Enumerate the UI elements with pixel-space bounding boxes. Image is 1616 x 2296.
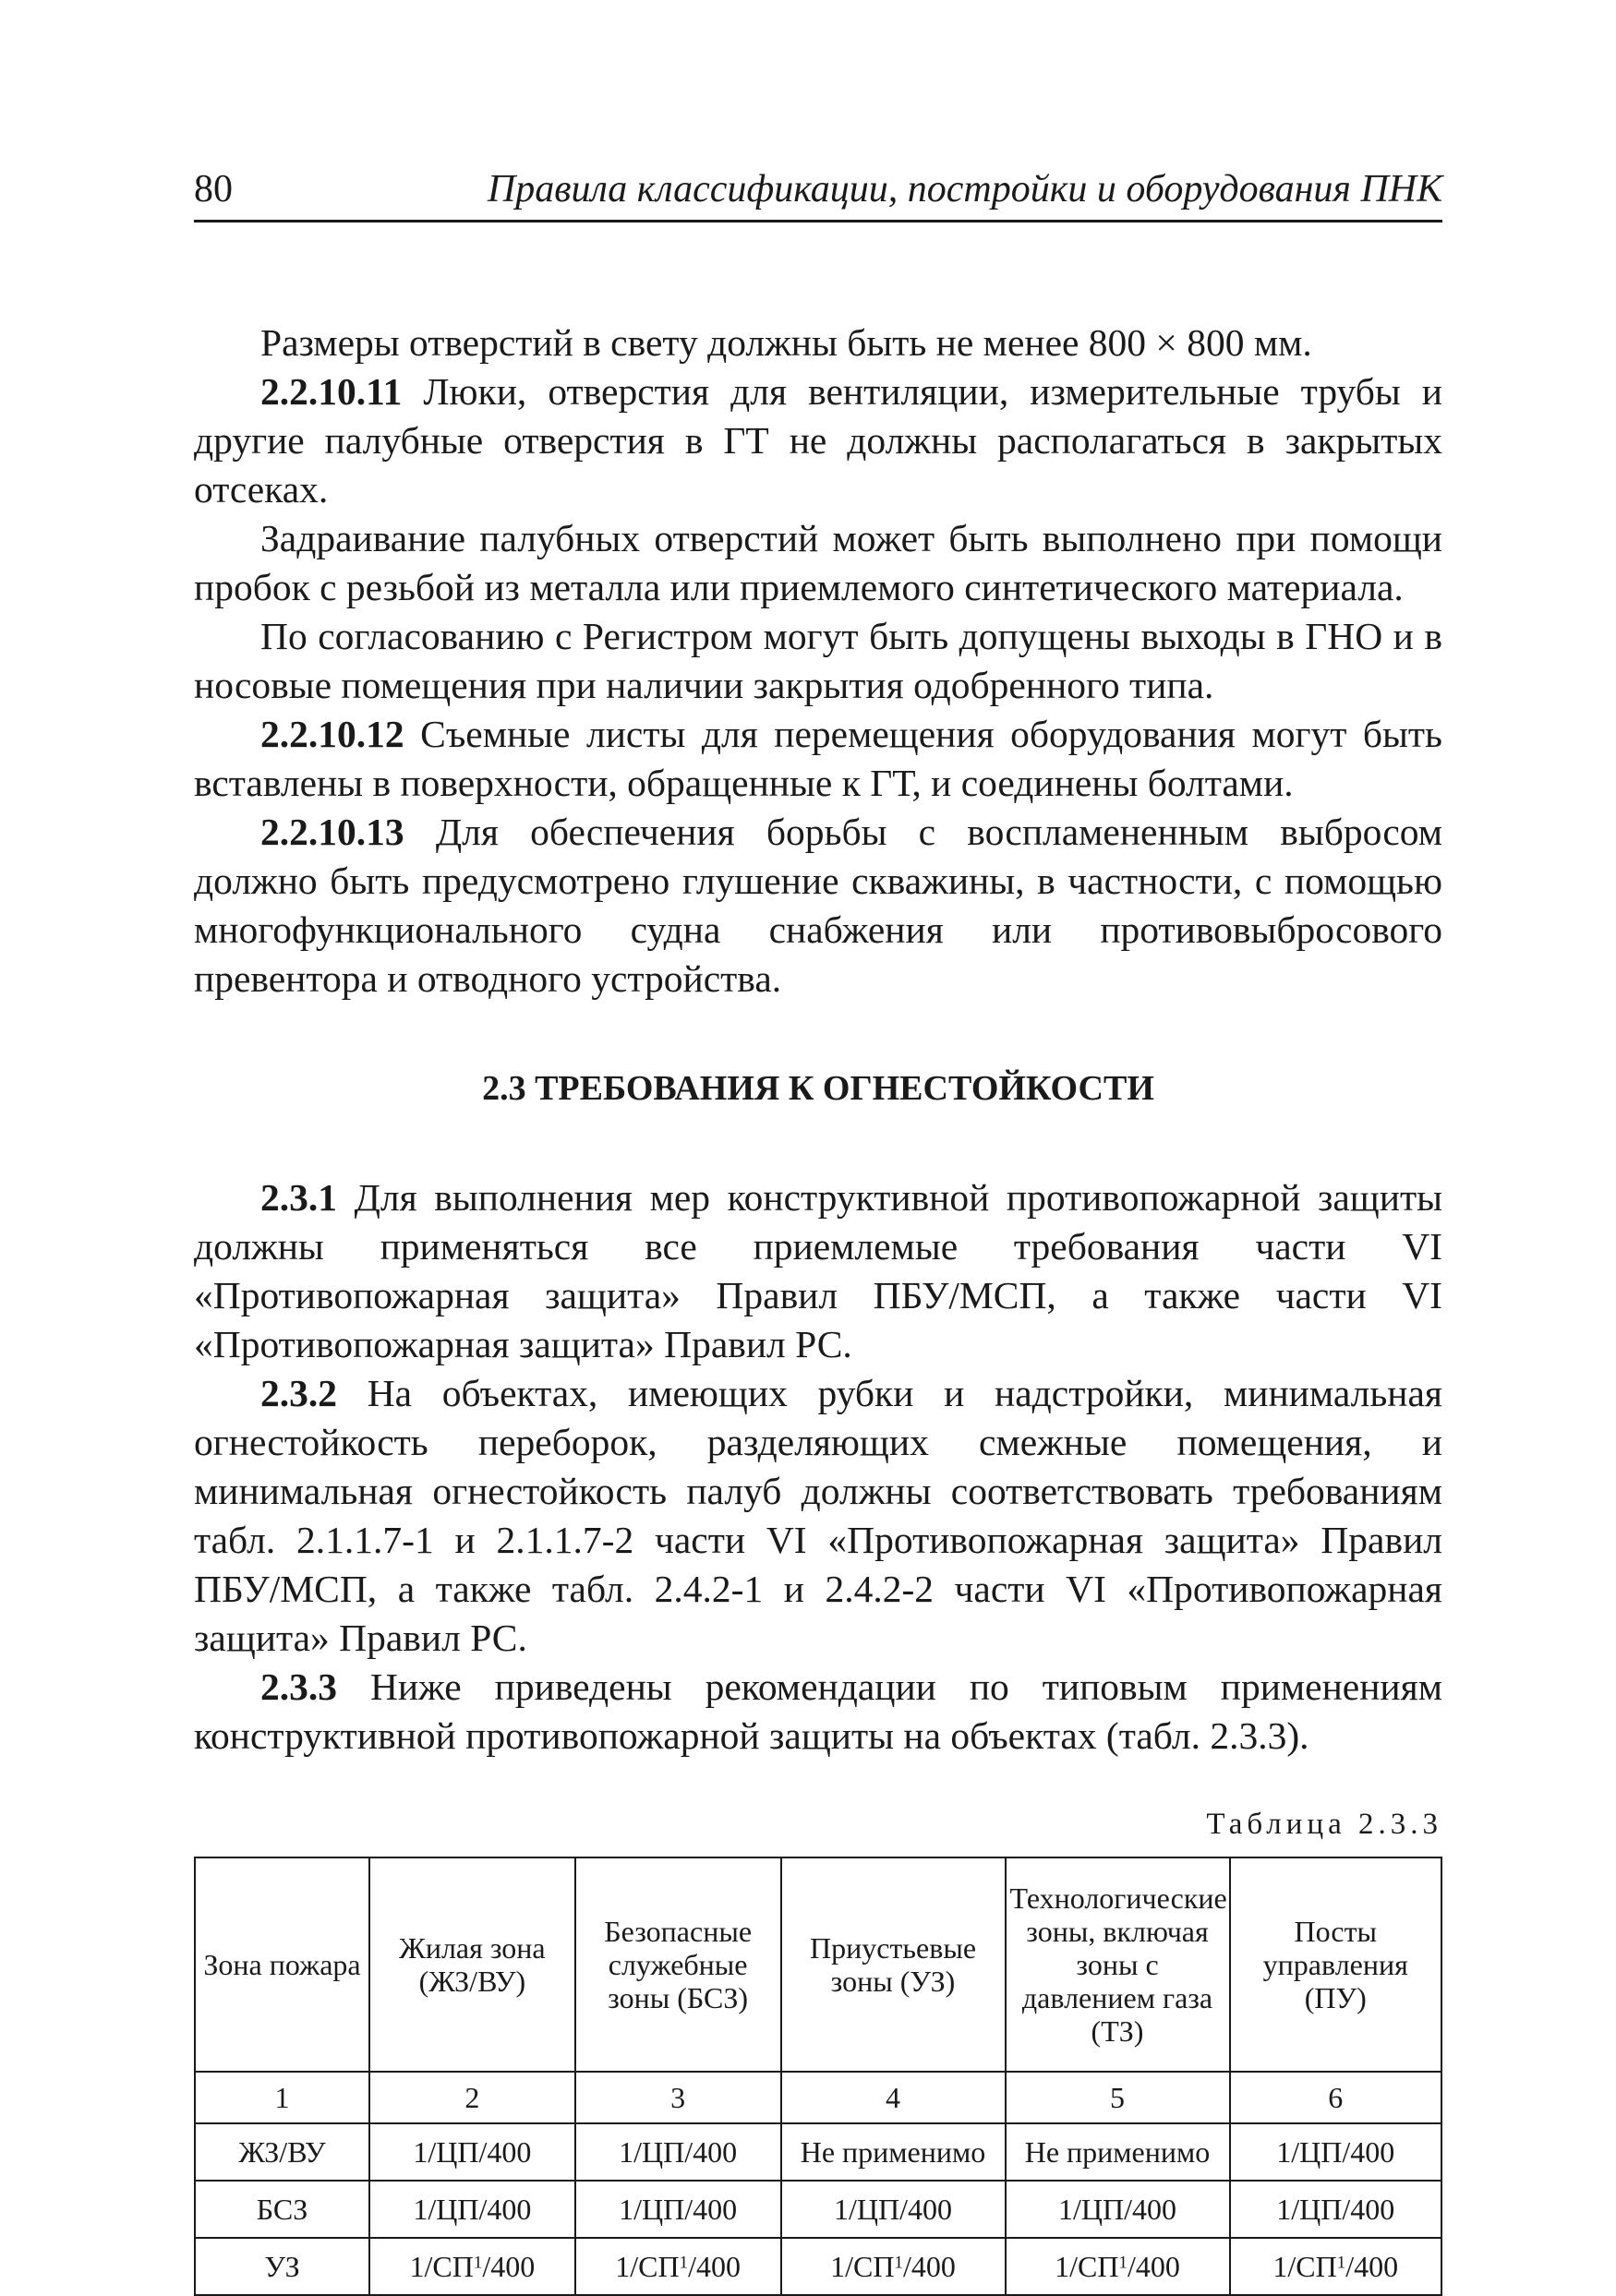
column-number: 4 xyxy=(781,2072,1006,2123)
table-cell: Не применимо xyxy=(1006,2123,1230,2181)
column-number-row xyxy=(195,2072,1441,2123)
footnote-mark: 1 xyxy=(894,2253,904,2273)
running-header xyxy=(194,166,1442,222)
table-header-cell: Посты управления (ПУ) xyxy=(1230,1857,1442,2072)
table-cell: $1/СП^1/400$ xyxy=(781,2238,1006,2295)
footnote-mark: 1 xyxy=(1336,2253,1346,2273)
running-title: Правила классификации, постройки и оборудования ПНК xyxy=(487,168,1442,210)
table-header-cell: Приустьевые зоны (УЗ) xyxy=(781,1857,1006,2072)
column-number: 1 xyxy=(195,2072,369,2123)
page-number: 80 xyxy=(194,168,233,210)
footnote-mark: 1 xyxy=(679,2253,689,2273)
column-number: 5 xyxy=(1006,2072,1230,2123)
fire-resistance-table xyxy=(194,1857,1442,2296)
table-header-cell: Технологические зоны, включая зоны с давлением газа (ТЗ) xyxy=(1006,1857,1230,2072)
paragraph: 2.2.10.12 Съемные листы для перемещения оборудования могут быть вставлены в поверхности, обращенные к ГТ, и соединены болтами. xyxy=(194,713,1442,804)
paragraph: 2.2.10.13 Для обеспечения борьбы с воспламененным выбросом должно быть предусмотрено глушение скважины, в частности, с помощью многофункционального судна снабжения или противовыбросового превентора и отводного устройства. xyxy=(194,811,1442,1000)
table-row xyxy=(195,2181,1441,2238)
footnote-mark: 1 xyxy=(1118,2253,1128,2273)
table-header-row xyxy=(195,1857,1441,2072)
table-cell: 1/ЦП/400 xyxy=(1230,2123,1442,2181)
document-page xyxy=(194,166,1442,2296)
body-text xyxy=(194,319,1442,1761)
table-header-cell: Безопасные служебные зоны (БСЗ) xyxy=(575,1857,781,2072)
table-cell: 1/ЦП/400 xyxy=(575,2123,781,2181)
paragraph: 2.3.3 Ниже приведены рекомендации по типовым применениям конструктивной противопожарной защиты на объектах (табл. 2.3.3). xyxy=(194,1665,1442,1757)
paragraph: Размеры отверстий в свету должны быть не менее 800 × 800 мм. xyxy=(260,321,1312,364)
table-cell: $1/СП^1/400$ xyxy=(1230,2238,1442,2295)
paragraph: 2.2.10.11 Люки, отверстия для вентиляции, измерительные трубы и другие палубные отверстия в ГТ не должны располагаться в закрытых отсеках. xyxy=(194,370,1442,511)
paragraph: 2.3.2 На объектах, имеющих рубки и надстройки, минимальная огнестойкость переборок, разделяющих смежные помещения, и минимальная огнестойкость палуб должны соответствовать требованиям табл. 2.1.1.7-1 и 2.1.1.7-2 части VI «Противопожарная защита» Правил ПБУ/МСП, а также табл. 2.4.2-1 и 2.4.2-2 части VI «Противопожарная защита» Правил РС. xyxy=(194,1372,1442,1659)
table-cell-zone: БСЗ xyxy=(195,2181,369,2238)
table-cell-zone: УЗ xyxy=(195,2238,369,2295)
table-cell: 1/ЦП/400 xyxy=(781,2181,1006,2238)
clause-number: 2.3.1 xyxy=(260,1176,337,1219)
table-cell: 1/ЦП/400 xyxy=(1006,2181,1230,2238)
column-number: 3 xyxy=(575,2072,781,2123)
clause-number: 2.2.10.13 xyxy=(260,811,404,853)
section-heading: 2.3 ТРЕБОВАНИЯ К ОГНЕСТОЙКОСТИ xyxy=(482,1069,1154,1108)
table-cell: $1/СП^1/400$ xyxy=(1006,2238,1230,2295)
paragraph: Задраивание палубных отверстий может быть выполнено при помощи пробок с резьбой из металла или приемлемого синтетического материала. xyxy=(194,517,1442,608)
table-row xyxy=(195,2123,1441,2181)
clause-number: 2.2.10.12 xyxy=(260,713,404,755)
table-cell-zone: ЖЗ/ВУ xyxy=(195,2123,369,2181)
table-cell: 1/ЦП/400 xyxy=(369,2123,575,2181)
clause-number: 2.3.2 xyxy=(260,1372,337,1414)
table-header-cell: Зона пожара xyxy=(195,1857,369,2072)
table-cell: 1/ЦП/400 xyxy=(575,2181,781,2238)
table-cell: $1/СП^1/400$ xyxy=(369,2238,575,2295)
paragraph: 2.3.1 Для выполнения мер конструктивной противопожарной защиты должны применяться все приемлемые требования части VI «Противопожарная защита» Правил ПБУ/МСП, а также части VI «Противопожарная защита» Правил РС. xyxy=(194,1176,1442,1365)
footnote-mark: 1 xyxy=(473,2253,483,2273)
clause-number: 2.3.3 xyxy=(260,1665,337,1708)
table-cell: 1/ЦП/400 xyxy=(1230,2181,1442,2238)
clause-number: 2.2.10.11 xyxy=(260,370,403,413)
table-header-cell: Жилая зона (ЖЗ/ВУ) xyxy=(369,1857,575,2072)
table-cell: $1/СП^1/400$ xyxy=(575,2238,781,2295)
table-caption: Таблица 2.3.3 xyxy=(1206,1808,1442,1841)
table-cell: Не применимо xyxy=(781,2123,1006,2181)
column-number: 2 xyxy=(369,2072,575,2123)
paragraph: По согласованию с Регистром могут быть допущены выходы в ГНО и в носовые помещения при наличии закрытия одобренного типа. xyxy=(194,615,1442,706)
table-cell: 1/ЦП/400 xyxy=(369,2181,575,2238)
column-number: 6 xyxy=(1230,2072,1442,2123)
table-row xyxy=(195,2238,1441,2295)
